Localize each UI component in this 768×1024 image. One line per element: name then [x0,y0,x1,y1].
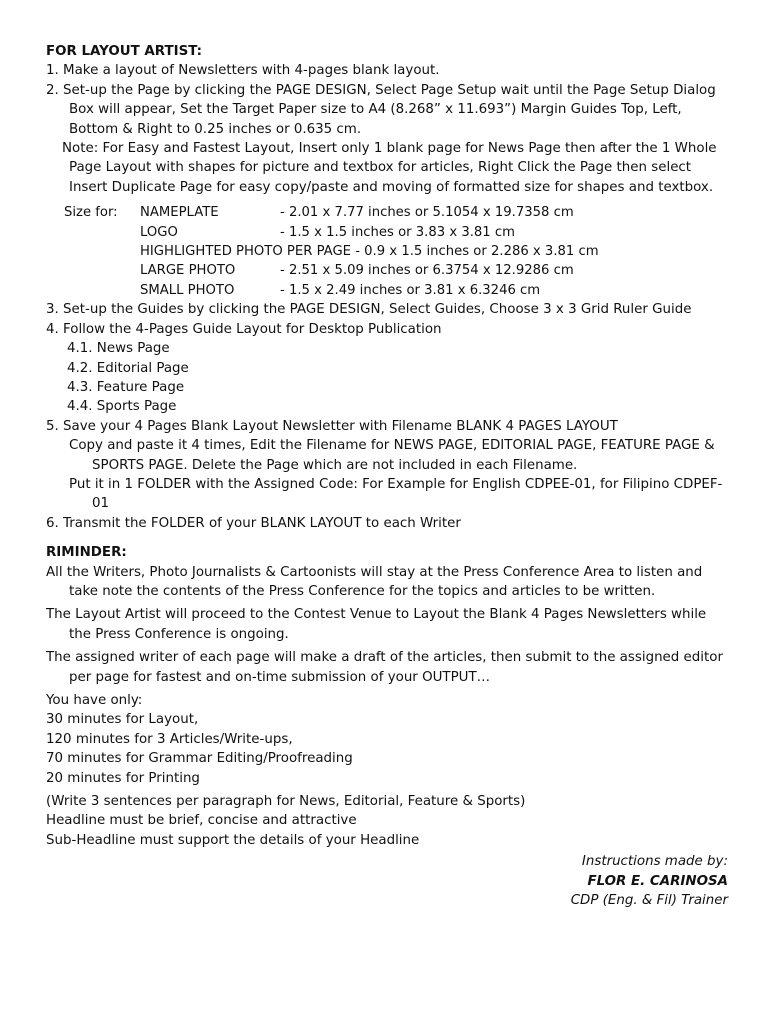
step-4-item: 4.4. Sports Page [67,399,177,415]
step-4-item: 4.1. News Page [67,341,170,357]
step-3: 3. Set-up the Guides by clicking the PAGE DESIGN, Select Guides, Choose 3 x 3 Grid Ruler Guide [46,302,692,318]
size-row [64,223,599,242]
note-paragraph: Note: For Easy and Fastest Layout, Insert only 1 blank page for News Page then after the 1 Whole Page Layout with shapes for picture and textbox for articles, Right Click the Page then select Insert Duplicate Page for easy copy/paste and moving of formatted size for shapes and textbox. [62,141,717,195]
reminder-paragraph: The Layout Artist will proceed to the Contest Venue to Layout the Blank 4 Pages Newsletters while the Press Conference is ongoing. [46,607,707,642]
size-value: - 1.5 x 1.5 inches or 3.83 x 3.81 cm [280,224,515,240]
size-item: SMALL PHOTO [140,282,235,298]
size-table [64,203,599,300]
step-1: 1. Make a layout of Newsletters with 4-pages blank layout. [46,63,440,79]
layout-heading: FOR LAYOUT ARTIST: [46,44,202,59]
step-4-item: 4.3. Feature Page [67,379,185,395]
tip-line: Sub-Headline must support the details of your Headline [46,832,420,848]
size-value: - 2.51 x 5.09 inches or 6.3754 x 12.9286 cm [280,263,574,279]
signature-name: FLOR E. CARINOSA [587,873,728,889]
step-2: 2. Set-up the Page by clicking the PAGE DESIGN, Select Page Setup wait until the Page Setup Dialog Box will appear, Set the Target Paper size to A4 (8.268” x 11.693”) Margin Guides Top, Left, Bottom & Right to 0.25 inches or 0.635 cm. [46,82,716,137]
size-value: - 0.9 x 1.5 inches or 2.286 x 3.81 cm [355,244,599,260]
size-item: NAMEPLATE [140,205,219,221]
time-item: 30 minutes for Layout, [46,712,199,728]
size-item: LARGE PHOTO [140,263,236,279]
size-item: LOGO [140,224,178,240]
size-value: - 2.01 x 7.77 inches or 5.1054 x 19.7358 cm [280,205,574,221]
size-value: - 1.5 x 2.49 inches or 3.81 x 6.3246 cm [280,282,541,298]
size-row [64,203,599,222]
step-5-copy: Copy and paste it 4 times, Edit the Filename for NEWS PAGE, EDITORIAL PAGE, FEATURE PAGE & SPORTS PAGE. Delete the Page which are not included in each Filename. [69,438,715,473]
reminder-heading: RIMINDER: [46,545,127,561]
time-item: 20 minutes for Printing [46,770,200,786]
time-intro: You have only: [46,693,143,708]
reminder-paragraph: The assigned writer of each page will make a draft of the articles, then submit to the assigned editor per page for fastest and on-time submission of your OUTPUT… [46,650,723,685]
step-4-item: 4.2. Editorial Page [67,360,189,376]
size-item: HIGHLIGHTED PHOTO PER PAGE [140,244,352,260]
step-4: 4. Follow the 4-Pages Guide Layout for Desktop Publication [46,321,442,337]
time-item: 70 minutes for Grammar Editing/Proofreading [46,751,353,767]
size-row [64,261,599,280]
time-item: 120 minutes for 3 Articles/Write-ups, [46,731,293,747]
step-5-folder: Put it in 1 FOLDER with the Assigned Code: For Example for English CDPEE-01, for Filipino CDPEF-01 [69,476,723,512]
step-5: 5. Save your 4 Pages Blank Layout Newsletter with Filename BLANK 4 PAGES LAYOUT [46,418,618,434]
size-row [64,242,599,261]
signature-intro: Instructions made by: [581,854,728,870]
tip-line: (Write 3 sentences per paragraph for News, Editorial, Feature & Sports) [46,794,526,810]
reminder-paragraph: All the Writers, Photo Journalists & Cartoonists will stay at the Press Conference Area to listen and take note the contents of the Press Conference for the topics and articles to be written. [46,564,703,599]
tip-line: Headline must be brief, concise and attractive [46,813,357,829]
step-6: 6. Transmit the FOLDER of your BLANK LAYOUT to each Writer [46,515,461,531]
size-label: Size for: [64,205,118,221]
size-row [64,281,599,300]
signature-title: CDP (Eng. & Fil) Trainer [570,893,728,909]
signature-block [46,852,728,910]
